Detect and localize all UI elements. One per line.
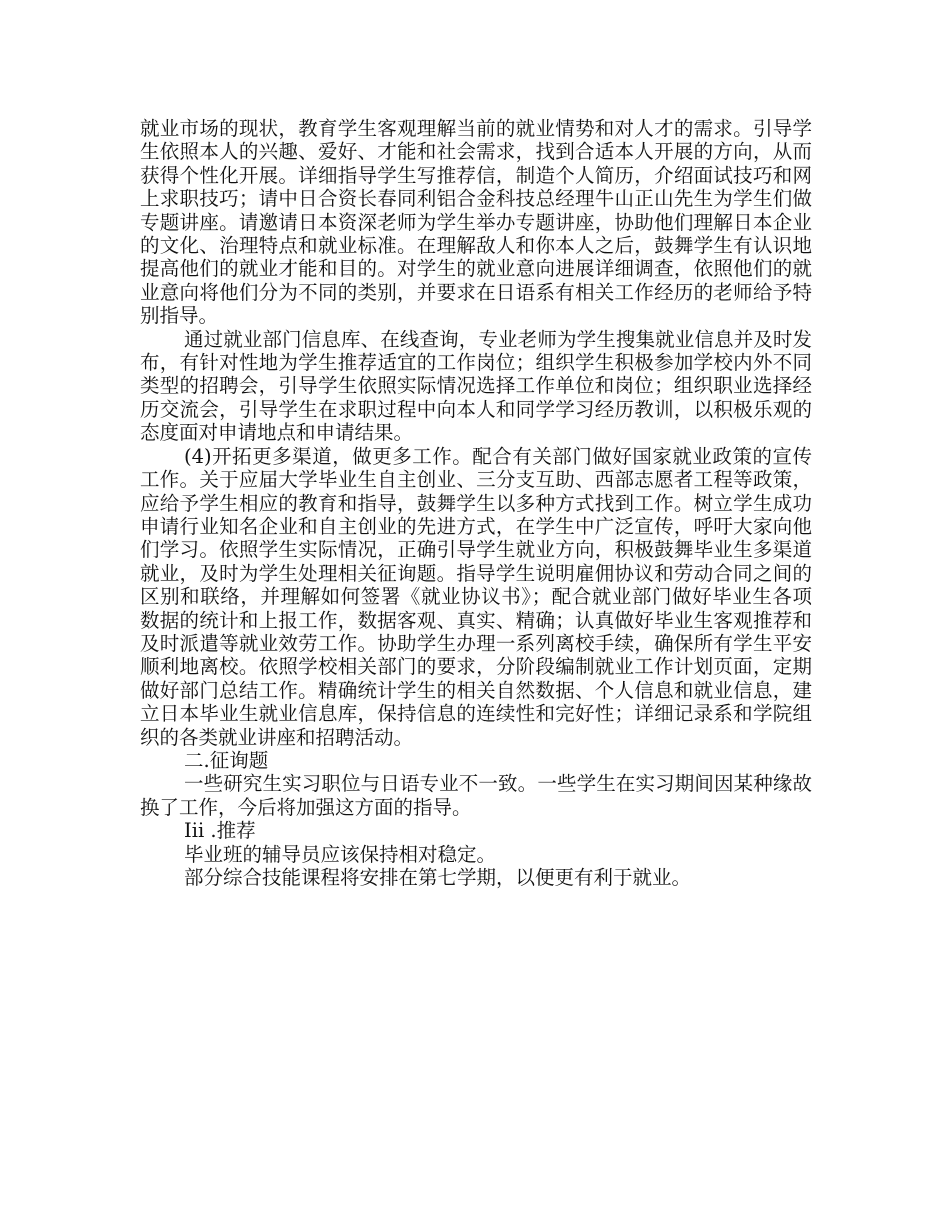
- paragraph-problems: 一些研究生实习职位与日语专业不一致。一些学生在实习期间因某种缘故换了工作，今后将加强这方面的指导。: [140, 772, 812, 819]
- paragraph-more-channels: (4)开拓更多渠道，做更多工作。配合有关部门做好国家就业政策的宣传工作。关于应届大学毕业生自主创业、三分支互助、西部志愿者工程等政策，应给予学生相应的教育和指导，鼓舞学生以多种方式找到工作。树立学生成功申请行业知名企业和自主创业的先进方式，在学生中广泛宣传，呼吁大家向他们学习。依照学生实际情况，正确引导学生就业方向，积极鼓舞毕业生多渠道就业，及时为学生处理相关征询题。指导学生说明雇佣协议和劳动合同之间的区别和联络，并理解如何签署《就业协议书》；配合就业部门做好毕业生各项数据的统计和上报工作，数据客观、真实、精确；认真做好毕业生客观推荐和及时派遣等就业效劳工作。协助学生办理一系列离校手续，确保所有学生平安顺利地离校。依照学校相关部门的要求，分阶段编制就业工作计划页面，定期做好部门总结工作。精确统计学生的相关自然数据、个人信息和就业信息，建立日本毕业生就业信息库，保持信息的连续性和完好性；详细记录系和学院组织的各类就业讲座和招聘活动。: [140, 444, 812, 749]
- recommendation-item: 部分综合技能课程将安排在第七学期，以便更有利于就业。: [184, 866, 692, 889]
- section-heading-problems: 二.征询题: [184, 748, 269, 772]
- document-body: [140, 117, 812, 889]
- paragraph-employment-guidance: 就业市场的现状，教育学生客观理解当前的就业情势和对人才的需求。引导学生依照本人的兴趣、爱好、才能和社会需求，找到合适本人开展的方向，从而获得个性化开展。详细指导学生写推荐信，制造个人简历，介绍面试技巧和网上求职技巧；请中日合资长春同利铝合金科技总经理牛山正山先生为学生们做专题讲座。请邀请日本资深老师为学生举办专题讲座，协助他们理解日本企业的文化、治理特点和就业标准。在理解敌人和你本人之后，鼓舞学生有认识地提高他们的就业才能和目的。对学生的就业意向进展详细调查，依照他们的就业意向将他们分为不同的类别，并要求在日语系有相关工作经历的老师给予特别指导。: [140, 117, 812, 328]
- recommendation-item: 毕业班的辅导员应该保持相对稳定。: [184, 842, 497, 866]
- paragraph-job-information: 通过就业部门信息库、在线查询，专业老师为学生搜集就业信息并及时发布，有针对性地为学生推荐适宜的工作岗位；组织学生积极参加学校内外不同类型的招聘会，引导学生依照实际情况选择工作单位和岗位；组织职业选择经历交流会，引导学生在求职过程中向本人和同学学习经历教训，以积极乐观的态度面对申请地点和申请结果。: [140, 327, 812, 445]
- section-heading-recommendations: Iii .推荐: [184, 819, 256, 843]
